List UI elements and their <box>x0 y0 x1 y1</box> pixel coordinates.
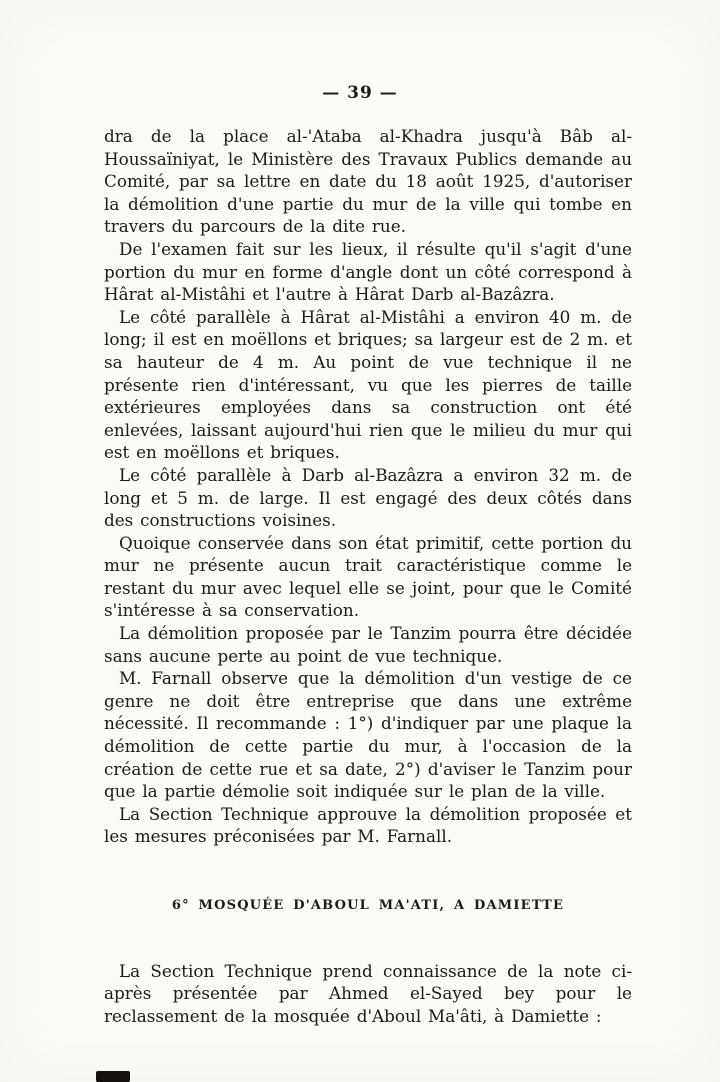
paragraph: M. Farnall observe que la démolition d'un vestige de ce genre ne doit être entreprise que dans une extrême nécessité. Il recommande : 1°) d'indiquer par une plaque la démolition de cette partie du mur, à l'occasion de la création de cette rue et sa date, 2°) d'aviser le Tanzim pour que la partie démolie soit indiquée sur le plan de la ville. <box>104 668 632 802</box>
paragraph: Le côté parallèle à Darb al-Bazâzra a environ 32 m. de long et 5 m. de large. Il est engagé des deux côtés dans des constructions voisines. <box>104 464 632 531</box>
paragraph-continuation: dra de la place al-'Ataba al-Khadra jusqu'à Bâb al-Houssaïniyat, le Ministère des Travaux Publics demande au Comité, par sa lettre en date du 18 août 1925, d'autoriser la démolition d'une partie du mur de la ville qui tombe en travers du parcours de la dite rue. <box>104 126 632 237</box>
paragraph: De l'examen fait sur les lieux, il résulte qu'il s'agit d'une portion du mur en forme d'angle dont un côté correspond à Hârat al-Mistâhi et l'autre à Hârat Darb al-Bazâzra. <box>104 238 632 305</box>
paragraph: Le côté parallèle à Hârat al-Mistâhi a environ 40 m. de long; il est en moëllons et briques; sa largeur est de 2 m. et sa hauteur de 4 m. Au point de vue technique il ne présente rien d'intéressant, vu que les pierres de taille extérieures employées dans sa construction ont été enlevées, laissant aujourd'hui rien que le milieu du mur qui est en moëllons et briques. <box>104 306 632 463</box>
paragraph: La Section Technique prend connaissance de la note ci-après présentée par Ahmed el-Sayed bey pour le reclassement de la mosquée d'Aboul Ma'âti, à Damiette : <box>104 960 632 1026</box>
section-heading: 6° MOSQUÉE D'ABOUL MA'ATI, A DAMIETTE <box>171 898 565 913</box>
paragraph: La démolition proposée par le Tanzim pourra être décidée sans aucune perte au point de vue technique. <box>104 623 632 666</box>
paragraph: La Section Technique approuve la démolition proposée et les mesures préconisées par M. Farnall. <box>104 803 632 847</box>
scan-artifact <box>96 1071 130 1082</box>
paragraph: Quoique conservée dans son état primitif, cette portion du mur ne présente aucun trait caractéristique comme le restant du mur avec lequel elle se joint, pour que le Comité s'intéresse à sa conservation. <box>104 532 632 621</box>
page-number: — 39 — <box>322 83 398 103</box>
text-block <box>104 125 632 1027</box>
